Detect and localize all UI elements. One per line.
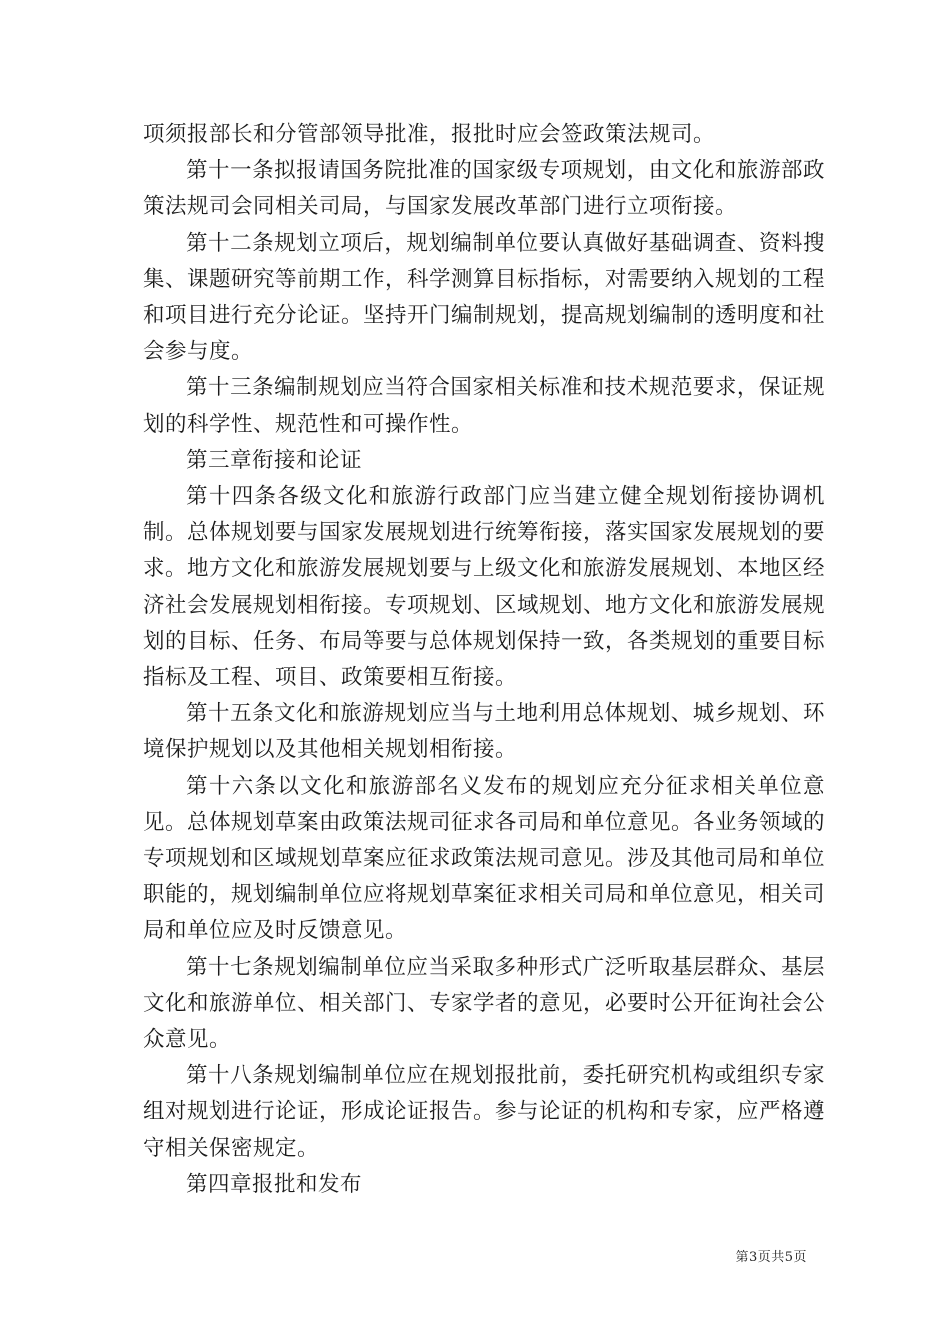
paragraph-continuation: 项须报部长和分管部领导批准，报批时应会签政策法规司。 <box>143 122 716 147</box>
article-16: 第十六条以文化和旅游部名义发布的规划应充分征求相关单位意见。总体规划草案由政策法规司征求各司局和单位意见。各业务领域的专项规划和区域规划草案应征求政策法规司意见。涉及其他司局和单位职能的，规划编制单位应将规划草案征求相关司局和单位意见，相关司局和单位应及时反馈意见。 <box>143 773 826 944</box>
article-17: 第十七条规划编制单位应当采取多种形式广泛听取基层群众、基层文化和旅游单位、相关部门、专家学者的意见，必要时公开征询社会公众意见。 <box>143 954 826 1053</box>
article-14: 第十四条各级文化和旅游行政部门应当建立健全规划衔接协调机制。总体规划要与国家发展规划进行统筹衔接，落实国家发展规划的要求。地方文化和旅游发展规划要与上级文化和旅游发展规划、本地区经济社会发展规划相衔接。专项规划、区域规划、地方文化和旅游发展规划的目标、任务、布局等要与总体规划保持一致，各类规划的重要目标指标及工程、项目、政策要相互衔接。 <box>143 484 826 691</box>
article-13: 第十三条编制规划应当符合国家相关标准和技术规范要求，保证规划的科学性、规范性和可操作性。 <box>143 375 825 437</box>
page-number-footer: 第3页共5页 <box>735 1250 807 1265</box>
document-body <box>143 117 825 1203</box>
article-11: 第十一条拟报请国务院批准的国家级专项规划，由文化和旅游部政策法规司会同相关司局，与国家发展改革部门进行立项衔接。 <box>143 158 825 220</box>
article-18: 第十八条规划编制单位应在规划报批前，委托研究机构或组织专家组对规划进行论证，形成论证报告。参与论证的机构和专家，应严格遵守相关保密规定。 <box>143 1063 826 1161</box>
chapter-4-heading: 第四章报批和发布 <box>186 1171 363 1197</box>
article-15: 第十五条文化和旅游规划应当与土地利用总体规划、城乡规划、环境保护规划以及其他相关规划相衔接。 <box>143 701 825 763</box>
article-12: 第十二条规划立项后，规划编制单位要认真做好基础调查、资料搜集、课题研究等前期工作，科学测算目标指标，对需要纳入规划的工程和项目进行充分论证。坚持开门编制规划，提高规划编制的透明度和社会参与度。 <box>143 230 826 365</box>
chapter-3-heading: 第三章衔接和论证 <box>186 447 363 473</box>
